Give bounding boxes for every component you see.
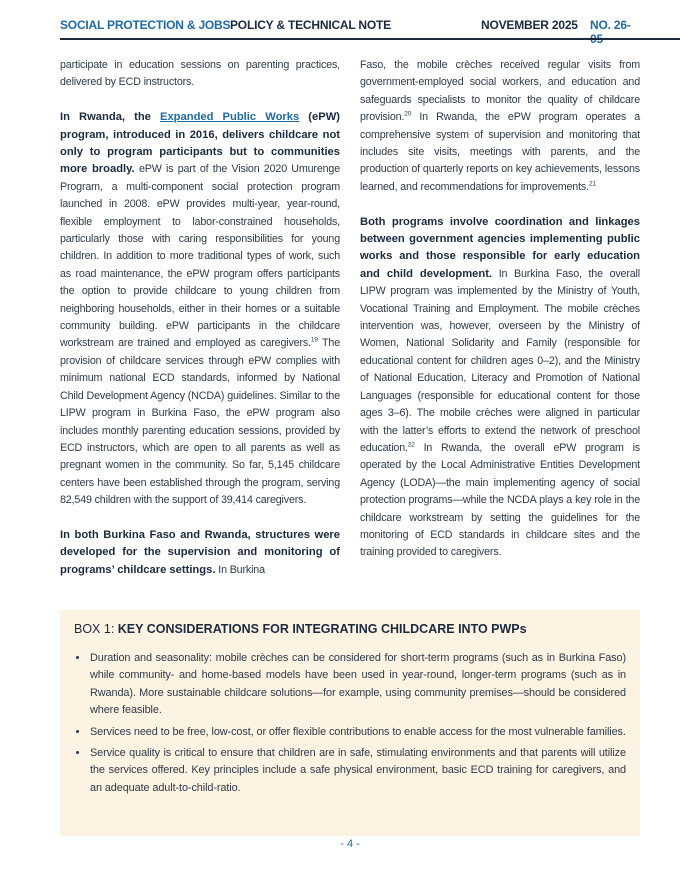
box-title [74,622,626,636]
footnote-ref[interactable]: 20 [404,110,412,118]
document-type: POLICY & TECHNICAL NOTE [230,18,391,32]
footnote-ref[interactable]: 19 [310,336,318,344]
list-item: • Duration and seasonality: mobile crèches can be considered for short-term programs (such as in Burkina Faso) while community- and home-based models have been used in year-round, longer-term programs (such as in Rwanda). More sustainable childcare solutions—for example, using community premises—should be considered where feasible. [89,650,626,720]
box-key-considerations [60,610,640,836]
box-heading: KEY CONSIDERATIONS FOR INTEGRATING CHILDCARE INTO PWPs [117,622,527,636]
paragraph [60,527,340,579]
right-column [360,57,640,579]
lead-sentence: Both programs involve coordination and linkages between government agencies implementing public works and those responsible for early education and child development. [360,215,640,280]
body-text: The provision of childcare services through ePW complies with minimum national ECD standards, informed by National Child Development Agency (NCDA) guidelines. Similar to the LIPW program in Burkina Faso, the ePW program also includes monthly parenting education sessions, provided by ECD instructors, which are open to all parents as well as pregnant women in the community. So far, 5,145 childcare centers have been established through the program, serving 82,549 children with the support of 39,414 caregivers. [60,337,341,507]
page-number: - 4 - [340,838,360,850]
body-text: In Burkina [215,563,265,576]
footnote-ref[interactable]: 22 [407,441,415,449]
body-text: In Burkina Faso, the overall LIPW program was implemented by the Ministry of Youth, Vocational Training and Employment. The mobile crèches intervention was, however, overseen by the Ministry of Women, National Solidarity and Family (responsible for educational content for children ages 0–2), and the Ministry of National Education, Literacy and Promotion of National Languages (responsible for educational content for those ages 3–6). The mobile crèches were aligned in particular with the latter’s efforts to extend the network of preschool education. [360,267,641,454]
lead-sentence: In Rwanda, the [60,111,160,124]
running-header [60,18,640,36]
body-text: Faso, the mobile crèches received regular visits from government-employed social workers, and education and safeguards specialists to monitor the quality of childcare provision. [360,59,640,124]
paragraph [360,214,640,562]
expanded-public-works-link[interactable]: Expanded Public Works [160,111,300,124]
lead-sentence: In both Burkina Faso and Rwanda, structures were developed for the supervision and monitoring of programs’ childcare settings. [60,528,340,576]
body-text: In Rwanda, the overall ePW program is operated by the Local Administrative Entities Development Agency (LODA)—the main implementing agency of social protection programs—while the NCDA plays a key role in the childcare workstream by setting the guidelines for the monitoring of ECD standards in childcare sites and the training provided to caregivers. [360,441,640,559]
issue-number: NO. 26- [590,18,631,32]
issue-date: NOVEMBER 2025 [481,18,578,32]
series-name: SOCIAL PROTECTION & JOBS [60,18,231,32]
footnote-ref[interactable]: 21 [588,180,596,188]
box-label: BOX 1: [74,622,118,636]
body-text: ePW is part of the Vision 2020 Umurenge Program, a multi-component social protection program launched in 2008. ePW provides multi-year, year-round, flexible employment to labor-constrained households, particularly those with caring responsibilities for young children. In addition to more traditional types of work, such as road maintenance, the ePW program offers participants the option to provide childcare to young children from neighboring households, either in their homes or a suitable community building. ePW participants in the childcare workstream are trained and employed as caregivers. [60,163,340,350]
paragraph [360,57,640,196]
paragraph: participate in education sessions on parenting practices, delivered by ECD instructors. [60,59,340,89]
box-bullet-list [74,650,626,797]
left-column [60,57,340,597]
body-text: In Rwanda, the ePW program operates a comprehensive system of supervision and monitoring that includes site visits, meetings with parents, and the production of quarterly reports on key achievements, lessons learned, and recommendations for improvements. [360,111,640,193]
list-item: • Service quality is critical to ensure that children are in safe, stimulating environments and that parents will utilize the services offered. Key principles include a safe physical environment, basic ECD training for caregivers, and an adequate adult-to-child-ratio. [89,745,626,797]
list-item: • Services need to be free, low-cost, or offer flexible contributions to enable access for the most vulnerable families. [89,724,626,741]
paragraph [60,109,340,509]
header-divider [60,38,680,40]
lead-sentence: (ePW) program, introduced in 2016, delivers childcare not only to program participants but to communities more broadly. [60,111,340,176]
